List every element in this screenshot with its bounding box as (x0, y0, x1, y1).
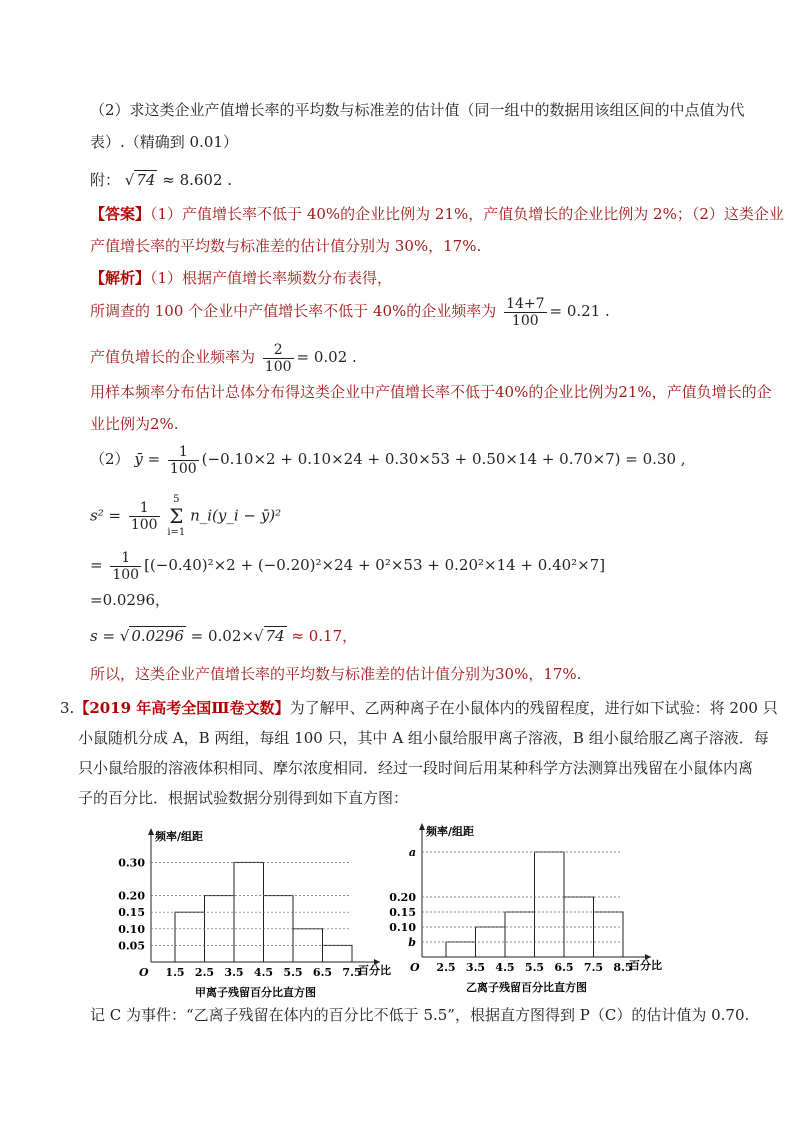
part2-ybar: （2） ȳ = $\frac{1}{100}$ (−0.10×2 + 0.10×24 + 0.30×53 + 0.50×14 + 0.70×7) = 0.30 , (90, 443, 686, 477)
chart-title: 甲离子残留百分比直方图 (195, 986, 316, 999)
chart-title: 乙离子残留百分比直方图 (466, 981, 587, 994)
q2-line2: 表）.（精确到 0.01） (90, 133, 238, 151)
appendix-label: 附： (90, 171, 121, 189)
x-tick-label: 1.5 (165, 966, 185, 979)
answer-text1: （1）产值增长率不低于 40%的企业比例为 21%，产值负增长的企业比例为 2%；（2）这类企业 (150, 205, 784, 223)
x-tick-label: 5.5 (524, 961, 545, 974)
x-tick-label: 6.5 (312, 966, 333, 979)
s2-long: [(−0.40)²×2 + (−0.20)²×24 + 0²×53 + 0.20²×14 + 0.40²×7] (144, 556, 606, 574)
y-tick-label: b (408, 936, 416, 949)
q3-line2: 小鼠随机分成 A，B 两组，每组 100 只，其中 A 组小鼠给服甲离子溶液，B 组小鼠给服乙离子溶液．每 (78, 729, 769, 747)
y-tick-label: 0.10 (389, 921, 416, 934)
y-tick-label: 0.30 (118, 856, 145, 870)
x-axis-label: 百分比 (629, 959, 662, 972)
frac1-den: 100 (511, 312, 539, 329)
origin-label: O (139, 966, 149, 979)
histogram-bar (323, 945, 353, 962)
frac1-result: = 0.21 . (549, 302, 610, 320)
q3-number: 3. (60, 699, 75, 717)
x-tick-label: 7.5 (583, 961, 604, 974)
q3-last: 记 C 为事件：“乙离子残留在体内的百分比不低于 5.5”，根据直方图得到 P（C）的估计值为 0.70. (90, 1006, 750, 1024)
sqrt-0296: 0.0296 (131, 627, 184, 645)
answer-tag: 【答案】 (90, 205, 151, 223)
q3-text1: 为了解甲、乙两种离子在小鼠体内的残留程度，进行如下试验：将 200 只 (289, 699, 778, 717)
s2-expr: n_i(y_i − ȳ)² (190, 506, 282, 525)
analysis-line2 (90, 294, 610, 329)
x-tick-label: 4.5 (253, 966, 274, 979)
y-tick-label: 0.20 (118, 889, 145, 903)
x-tick-label: 2.5 (194, 966, 215, 979)
y-tick-label: 0.15 (389, 906, 416, 919)
histogram-bar (535, 852, 565, 957)
part2-label: （2） (90, 450, 130, 468)
appendix: 附： √ 74 ≈ 8.602 . (90, 171, 233, 189)
x-tick-label: 3.5 (224, 966, 244, 979)
histogram-bar (505, 912, 535, 957)
frac2-result: = 0.02 . (296, 348, 357, 366)
x-tick-label: 7.5 (342, 966, 362, 979)
answer-line2: 产值增长率的平均数与标准差的估计值分别为 30%，17%. (90, 237, 482, 255)
answer-line1 (90, 204, 784, 224)
analysis-text2: 所调查的 100 个企业中产值增长率不低于 40%的企业频率为 (90, 302, 497, 320)
x-axis-label: 百分比 (358, 964, 391, 977)
sqrt-74: 74 (136, 171, 156, 189)
s2-value: =0.0296， (90, 591, 171, 609)
q3-line3: 只小鼠给服的溶液体积相同、摩尔浓度相同．经过一段时间后用某种科学方法测算出残留在小鼠体内离 (78, 759, 754, 777)
x-tick-label: 4.5 (495, 961, 515, 974)
analysis-line3 (90, 340, 357, 375)
x-tick-label: 5.5 (283, 966, 303, 979)
y-axis-arrow (148, 828, 154, 835)
x-tick-label: 6.5 (554, 961, 574, 974)
s-result: ≈ 0.17， (291, 627, 358, 645)
y-axis-label: 频率/组距 (426, 825, 475, 838)
analysis-tag: 【解析】 (90, 269, 151, 287)
histogram-bar (594, 912, 624, 957)
frac2-den: 100 (264, 358, 292, 375)
frac1-num: 14+7 (506, 295, 545, 312)
x-tick-label: 3.5 (465, 961, 486, 974)
analysis-text3: 产值负增长的企业频率为 (90, 348, 256, 366)
y-tick-label: 0.15 (118, 906, 145, 920)
frac2-num: 2 (263, 342, 294, 359)
histogram-bar (446, 942, 476, 957)
x-tick-label: 2.5 (436, 961, 456, 974)
ybar-expr: (−0.10×2 + 0.10×24 + 0.30×53 + 0.50×14 + 0.70×7) = 0.30 , (201, 450, 686, 468)
y-axis-label: 频率/组距 (155, 830, 204, 843)
histogram-b (389, 815, 700, 1000)
analysis-line4: 用样本频率分布估计总体分布得这类企业中产值增长率不低于40%的企业比例为21%，产值负增长的企 (90, 383, 772, 401)
s2-definition: s² = $\frac{1}{100}$ 5 Σ i=1 n_i(y_i − ȳ)² (90, 494, 282, 538)
histogram-bar (175, 912, 205, 962)
s-value-line: s = √ 0.0296 = 0.02×√ 74 ≈ 0.17， (90, 627, 358, 645)
s2-expansion: = $\frac{1}{100}$ [(−0.40)²×2 + (−0.20)²×24 + 0²×53 + 0.20²×14 + 0.40²×7] (90, 549, 606, 583)
q2-line1: （2）求这类企业产值增长率的平均数与标准差的估计值（同一组中的数据用该组区间的中点值为代 (90, 101, 745, 119)
origin-label: O (410, 961, 420, 974)
sqrt-74-b: 74 (265, 627, 285, 645)
histogram-a (115, 820, 405, 1000)
analysis-line5: 业比例为2%. (90, 415, 179, 433)
appendix-value: 8.602 (179, 171, 223, 189)
y-tick-label: 0.10 (118, 922, 145, 936)
y-tick-label: a (408, 846, 416, 859)
x-tick-label: 8.5 (613, 961, 633, 974)
y-tick-label: 0.05 (118, 939, 145, 953)
y-tick-label: 0.20 (389, 891, 416, 904)
y-axis-arrow (419, 823, 425, 830)
analysis-text1: （1）根据产值增长率频数分布表得， (150, 269, 393, 287)
q3-line4: 子的百分比．根据试验数据分别得到如下直方图： (78, 789, 409, 807)
analysis-line1 (90, 268, 392, 288)
s-expr: = 0.02× (190, 627, 254, 645)
conclusion: 所以，这类企业产值增长率的平均数与标准差的估计值分别为30%，17%. (90, 665, 582, 683)
q3-line1 (60, 698, 778, 718)
q3-source: 【2019 年高考全国Ⅲ卷文数】 (74, 699, 290, 717)
